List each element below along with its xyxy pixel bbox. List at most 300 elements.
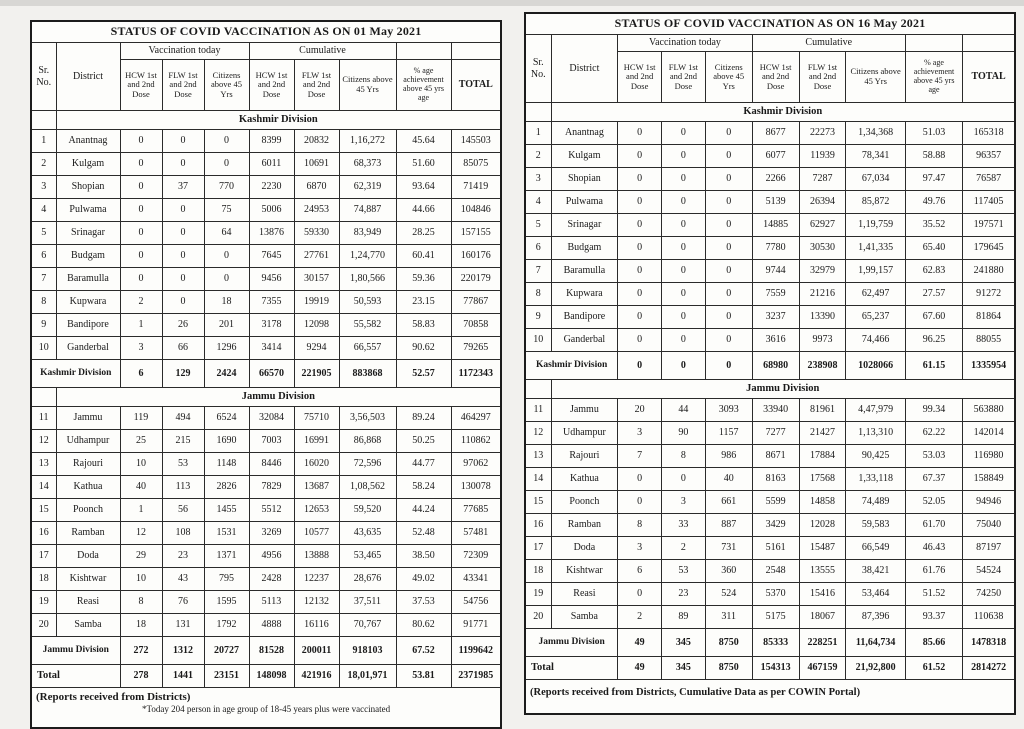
- table-row: [525, 399, 1015, 422]
- district-cell: Rajouri: [551, 445, 618, 468]
- value-cell: 9973: [799, 329, 846, 352]
- value-cell: 10: [120, 453, 162, 476]
- value-cell: 30530: [799, 237, 846, 260]
- value-cell: 89.24: [396, 407, 451, 430]
- division-total-cell: 1199642: [451, 637, 501, 665]
- row-total-cell: 54524: [963, 560, 1015, 583]
- value-cell: 64: [204, 222, 249, 245]
- value-cell: 9744: [752, 260, 799, 283]
- value-cell: 33: [662, 514, 706, 537]
- table-row: [525, 445, 1015, 468]
- value-cell: 0: [618, 191, 662, 214]
- value-cell: 44.66: [396, 199, 451, 222]
- value-cell: 15416: [799, 583, 846, 606]
- value-cell: 0: [662, 191, 706, 214]
- value-cell: 37: [162, 176, 204, 199]
- value-cell: 1,13,310: [846, 422, 905, 445]
- table-row: [31, 568, 501, 591]
- value-cell: 0: [120, 222, 162, 245]
- value-cell: 5161: [752, 537, 799, 560]
- value-cell: 3616: [752, 329, 799, 352]
- value-cell: 25: [120, 430, 162, 453]
- value-cell: 16116: [294, 614, 339, 637]
- value-cell: 5599: [752, 491, 799, 514]
- division-value-cell: 200011: [294, 637, 339, 665]
- table-row: [525, 122, 1015, 145]
- value-cell: 7287: [799, 168, 846, 191]
- row-total-cell: 165318: [963, 122, 1015, 145]
- value-cell: 90,425: [846, 445, 905, 468]
- value-cell: 58.88: [905, 145, 962, 168]
- value-cell: 0: [662, 237, 706, 260]
- today-flw-header: FLW 1st and 2nd Dose: [662, 52, 706, 103]
- value-cell: 7277: [752, 422, 799, 445]
- value-cell: 38,421: [846, 560, 905, 583]
- sr-cell: 6: [525, 237, 551, 260]
- row-total-cell: 241880: [963, 260, 1015, 283]
- value-cell: 0: [705, 191, 752, 214]
- value-cell: 3429: [752, 514, 799, 537]
- row-total-cell: 43341: [451, 568, 501, 591]
- value-cell: 43,635: [339, 522, 396, 545]
- division-value-cell: 1028066: [846, 352, 905, 380]
- district-header: District: [56, 43, 120, 111]
- division-value-cell: 67.52: [396, 637, 451, 665]
- value-cell: 56: [162, 499, 204, 522]
- value-cell: 51.52: [905, 583, 962, 606]
- table-row: [525, 283, 1015, 306]
- value-cell: 0: [204, 130, 249, 153]
- value-cell: 45.64: [396, 130, 451, 153]
- row-total-cell: 71419: [451, 176, 501, 199]
- value-cell: 0: [618, 468, 662, 491]
- value-cell: 52.05: [905, 491, 962, 514]
- district-cell: Ganderbal: [56, 337, 120, 360]
- value-cell: 96.25: [905, 329, 962, 352]
- table-row: [525, 514, 1015, 537]
- table-footer: [525, 680, 1015, 715]
- value-cell: 770: [204, 176, 249, 199]
- sr-cell: 4: [31, 199, 56, 222]
- district-cell: Kulgam: [56, 153, 120, 176]
- district-cell: Shopian: [56, 176, 120, 199]
- value-cell: 0: [705, 283, 752, 306]
- value-cell: 18067: [799, 606, 846, 629]
- pct-achievement-header: % age achievement above 45 yrs age: [905, 52, 962, 103]
- row-total-cell: 54756: [451, 591, 501, 614]
- sr-cell: 19: [525, 583, 551, 606]
- value-cell: 38.50: [396, 545, 451, 568]
- grand-total-value-cell: 1441: [162, 665, 204, 688]
- value-cell: 0: [120, 268, 162, 291]
- sr-no-header: Sr. No.: [525, 35, 551, 103]
- row-total-cell: 157155: [451, 222, 501, 245]
- value-cell: 0: [618, 329, 662, 352]
- division-value-cell: 20727: [204, 637, 249, 665]
- district-cell: Bandipore: [551, 306, 618, 329]
- footer-cell: [31, 688, 501, 729]
- value-cell: 66: [162, 337, 204, 360]
- value-cell: 59,583: [846, 514, 905, 537]
- table-row: [525, 306, 1015, 329]
- value-cell: 887: [705, 514, 752, 537]
- table-row: [31, 522, 501, 545]
- value-cell: 8163: [752, 468, 799, 491]
- sr-cell: 7: [525, 260, 551, 283]
- value-cell: 1,34,368: [846, 122, 905, 145]
- district-cell: Doda: [551, 537, 618, 560]
- value-cell: 62.83: [905, 260, 962, 283]
- table-row: [525, 468, 1015, 491]
- row-total-cell: 110862: [451, 430, 501, 453]
- value-cell: 7: [618, 445, 662, 468]
- value-cell: 6870: [294, 176, 339, 199]
- value-cell: 0: [120, 199, 162, 222]
- sr-cell: 1: [525, 122, 551, 145]
- district-cell: Kathua: [551, 468, 618, 491]
- value-cell: 46.43: [905, 537, 962, 560]
- pct-achievement-header: % age achievement above 45 yrs age: [396, 60, 451, 111]
- division-section-header: [31, 111, 501, 130]
- district-cell: Pulwama: [551, 191, 618, 214]
- value-cell: 43: [162, 568, 204, 591]
- row-total-cell: 77685: [451, 499, 501, 522]
- value-cell: 2826: [204, 476, 249, 499]
- sr-cell: 8: [31, 291, 56, 314]
- value-cell: 18: [204, 291, 249, 314]
- division-total-label: Jammu Division: [525, 629, 618, 657]
- row-total-cell: 91771: [451, 614, 501, 637]
- value-cell: 21427: [799, 422, 846, 445]
- grand-total-value-cell: 49: [618, 657, 662, 680]
- division-value-cell: 0: [705, 352, 752, 380]
- division-total-cell: 1335954: [963, 352, 1015, 380]
- value-cell: 5139: [752, 191, 799, 214]
- division-value-cell: 68980: [752, 352, 799, 380]
- value-cell: 14858: [799, 491, 846, 514]
- district-cell: Kupwara: [551, 283, 618, 306]
- value-cell: 8: [618, 514, 662, 537]
- division-value-cell: 52.57: [396, 360, 451, 388]
- value-cell: 2: [618, 606, 662, 629]
- sr-cell: 17: [525, 537, 551, 560]
- value-cell: 35.52: [905, 214, 962, 237]
- value-cell: 90: [662, 422, 706, 445]
- value-cell: 0: [662, 306, 706, 329]
- value-cell: 5006: [249, 199, 294, 222]
- division-value-cell: 6: [120, 360, 162, 388]
- row-total-cell: 110638: [963, 606, 1015, 629]
- district-cell: Udhampur: [56, 430, 120, 453]
- value-cell: 53,464: [846, 583, 905, 606]
- cum-flw-header: FLW 1st and 2nd Dose: [294, 60, 339, 111]
- division-value-cell: 272: [120, 637, 162, 665]
- value-cell: 7645: [249, 245, 294, 268]
- value-cell: 32979: [799, 260, 846, 283]
- footer-note: (Reports received from Districts, Cumulative Data as per COWIN Portal): [530, 687, 861, 698]
- value-cell: 0: [662, 260, 706, 283]
- value-cell: 1531: [204, 522, 249, 545]
- row-total-cell: 197571: [963, 214, 1015, 237]
- value-cell: 1,80,566: [339, 268, 396, 291]
- district-cell: Jammu: [551, 399, 618, 422]
- grand-total-value-cell: 421916: [294, 665, 339, 688]
- cumulative-group-header: Cumulative: [752, 35, 905, 52]
- value-cell: 1690: [204, 430, 249, 453]
- value-cell: 3178: [249, 314, 294, 337]
- value-cell: 0: [662, 214, 706, 237]
- row-total-cell: 81864: [963, 306, 1015, 329]
- value-cell: 49.02: [396, 568, 451, 591]
- value-cell: 3: [120, 337, 162, 360]
- value-cell: 0: [120, 176, 162, 199]
- division-total-label: Jammu Division: [31, 637, 120, 665]
- value-cell: 19919: [294, 291, 339, 314]
- value-cell: 16020: [294, 453, 339, 476]
- value-cell: 8677: [752, 122, 799, 145]
- value-cell: 2230: [249, 176, 294, 199]
- value-cell: 93.64: [396, 176, 451, 199]
- cum-citizens-header: Citizens above 45 Yrs: [846, 52, 905, 103]
- table-row: [31, 245, 501, 268]
- value-cell: 33940: [752, 399, 799, 422]
- value-cell: 75: [204, 199, 249, 222]
- district-cell: Ganderbal: [551, 329, 618, 352]
- footer-note: *Today 204 person in age group of 18-45 years plus were vaccinated: [142, 704, 391, 715]
- sr-cell: 8: [525, 283, 551, 306]
- grand-total-value-cell: 154313: [752, 657, 799, 680]
- division-value-cell: 81528: [249, 637, 294, 665]
- row-total-cell: 160176: [451, 245, 501, 268]
- sheet-16-may-2021: [524, 12, 1016, 715]
- total-header: TOTAL: [963, 52, 1015, 103]
- district-cell: Rajouri: [56, 453, 120, 476]
- value-cell: 89: [662, 606, 706, 629]
- division-total-row: [31, 637, 501, 665]
- sr-cell: 4: [525, 191, 551, 214]
- value-cell: 6011: [249, 153, 294, 176]
- value-cell: 8399: [249, 130, 294, 153]
- division-total-row: [525, 352, 1015, 380]
- value-cell: 65.40: [905, 237, 962, 260]
- value-cell: 0: [662, 329, 706, 352]
- row-total-cell: 563880: [963, 399, 1015, 422]
- value-cell: 2548: [752, 560, 799, 583]
- division-total-cell: 1478318: [963, 629, 1015, 657]
- value-cell: 0: [120, 153, 162, 176]
- division-value-cell: 345: [662, 629, 706, 657]
- value-cell: 26: [162, 314, 204, 337]
- district-cell: Kishtwar: [551, 560, 618, 583]
- value-cell: 3237: [752, 306, 799, 329]
- value-cell: 53.03: [905, 445, 962, 468]
- sr-cell: 10: [31, 337, 56, 360]
- value-cell: 23: [162, 545, 204, 568]
- value-cell: 3: [618, 422, 662, 445]
- grand-total-cell: 2814272: [963, 657, 1015, 680]
- table-row: [31, 407, 501, 430]
- value-cell: 50.25: [396, 430, 451, 453]
- district-cell: Kishtwar: [56, 568, 120, 591]
- value-cell: 524: [705, 583, 752, 606]
- row-total-cell: 130078: [451, 476, 501, 499]
- table-row: [525, 145, 1015, 168]
- row-total-cell: 220179: [451, 268, 501, 291]
- value-cell: 10577: [294, 522, 339, 545]
- value-cell: 0: [618, 168, 662, 191]
- value-cell: 44: [662, 399, 706, 422]
- district-cell: Baramulla: [56, 268, 120, 291]
- value-cell: 67,034: [846, 168, 905, 191]
- value-cell: 360: [705, 560, 752, 583]
- header-spacer-cell: [905, 35, 962, 52]
- sr-cell: 20: [525, 606, 551, 629]
- value-cell: 1296: [204, 337, 249, 360]
- value-cell: 20832: [294, 130, 339, 153]
- value-cell: 0: [705, 145, 752, 168]
- value-cell: 8446: [249, 453, 294, 476]
- value-cell: 0: [618, 491, 662, 514]
- value-cell: 67.37: [905, 468, 962, 491]
- district-cell: Anantnag: [56, 130, 120, 153]
- section-spacer-cell: [31, 388, 56, 407]
- sr-cell: 11: [525, 399, 551, 422]
- sr-cell: 15: [31, 499, 56, 522]
- value-cell: 87,396: [846, 606, 905, 629]
- row-total-cell: 464297: [451, 407, 501, 430]
- value-cell: 74,887: [339, 199, 396, 222]
- value-cell: 76: [162, 591, 204, 614]
- grand-total-label: Total: [525, 657, 618, 680]
- value-cell: 22273: [799, 122, 846, 145]
- grand-total-value-cell: 467159: [799, 657, 846, 680]
- value-cell: 2: [662, 537, 706, 560]
- value-cell: 0: [162, 222, 204, 245]
- value-cell: 5370: [752, 583, 799, 606]
- value-cell: 1,16,272: [339, 130, 396, 153]
- today-hcw-header: HCW 1st and 2nd Dose: [618, 52, 662, 103]
- value-cell: 1157: [705, 422, 752, 445]
- value-cell: 0: [618, 237, 662, 260]
- value-cell: 2: [120, 291, 162, 314]
- division-value-cell: 2424: [204, 360, 249, 388]
- district-cell: Doda: [56, 545, 120, 568]
- row-total-cell: 77867: [451, 291, 501, 314]
- district-cell: Budgam: [551, 237, 618, 260]
- grand-total-value-cell: 18,01,971: [339, 665, 396, 688]
- value-cell: 65,237: [846, 306, 905, 329]
- division-total-row: [525, 629, 1015, 657]
- value-cell: 49.76: [905, 191, 962, 214]
- value-cell: 40: [120, 476, 162, 499]
- value-cell: 93.37: [905, 606, 962, 629]
- value-cell: 16991: [294, 430, 339, 453]
- sr-cell: 19: [31, 591, 56, 614]
- today-flw-header: FLW 1st and 2nd Dose: [162, 60, 204, 111]
- division-value-cell: 1312: [162, 637, 204, 665]
- table-row: [31, 614, 501, 637]
- sr-cell: 6: [31, 245, 56, 268]
- table-row: [31, 453, 501, 476]
- value-cell: 10691: [294, 153, 339, 176]
- value-cell: 0: [705, 237, 752, 260]
- value-cell: 2428: [249, 568, 294, 591]
- value-cell: 1,24,770: [339, 245, 396, 268]
- value-cell: 1,08,562: [339, 476, 396, 499]
- district-cell: Kathua: [56, 476, 120, 499]
- value-cell: 97.47: [905, 168, 962, 191]
- value-cell: 12098: [294, 314, 339, 337]
- vaccination-status-table-right: [524, 12, 1016, 715]
- row-total-cell: 104846: [451, 199, 501, 222]
- cum-citizens-header: Citizens above 45 Yrs: [339, 60, 396, 111]
- value-cell: 50,593: [339, 291, 396, 314]
- table-title: STATUS OF COVID VACCINATION AS ON 01 May 2021: [31, 21, 501, 43]
- value-cell: 55,582: [339, 314, 396, 337]
- value-cell: 15487: [799, 537, 846, 560]
- sr-cell: 15: [525, 491, 551, 514]
- value-cell: 311: [705, 606, 752, 629]
- district-cell: Kulgam: [551, 145, 618, 168]
- row-total-cell: 72309: [451, 545, 501, 568]
- table-row: [31, 476, 501, 499]
- table-row: [31, 430, 501, 453]
- value-cell: 1,99,157: [846, 260, 905, 283]
- value-cell: 4,47,979: [846, 399, 905, 422]
- value-cell: 7355: [249, 291, 294, 314]
- sr-cell: 17: [31, 545, 56, 568]
- value-cell: 0: [618, 214, 662, 237]
- cum-hcw-header: HCW 1st and 2nd Dose: [249, 60, 294, 111]
- value-cell: 13687: [294, 476, 339, 499]
- division-value-cell: 49: [618, 629, 662, 657]
- sr-cell: 14: [525, 468, 551, 491]
- table-row: [525, 191, 1015, 214]
- value-cell: 5512: [249, 499, 294, 522]
- row-total-cell: 97062: [451, 453, 501, 476]
- table-row: [525, 606, 1015, 629]
- value-cell: 85,872: [846, 191, 905, 214]
- value-cell: 12237: [294, 568, 339, 591]
- value-cell: 74,466: [846, 329, 905, 352]
- district-cell: Kupwara: [56, 291, 120, 314]
- division-value-cell: 11,64,734: [846, 629, 905, 657]
- division-value-cell: 8750: [705, 629, 752, 657]
- value-cell: 17568: [799, 468, 846, 491]
- row-total-cell: 75040: [963, 514, 1015, 537]
- value-cell: 1,41,335: [846, 237, 905, 260]
- value-cell: 131: [162, 614, 204, 637]
- value-cell: 3: [662, 491, 706, 514]
- division-value-cell: 61.15: [905, 352, 962, 380]
- value-cell: 5113: [249, 591, 294, 614]
- sr-cell: 14: [31, 476, 56, 499]
- sr-cell: 13: [31, 453, 56, 476]
- value-cell: 44.77: [396, 453, 451, 476]
- value-cell: 986: [705, 445, 752, 468]
- sr-cell: 12: [31, 430, 56, 453]
- table-row: [31, 545, 501, 568]
- division-total-row: [31, 360, 501, 388]
- grand-total-label: Total: [31, 665, 120, 688]
- value-cell: 62,319: [339, 176, 396, 199]
- section-spacer-cell: [525, 103, 551, 122]
- row-total-cell: 76587: [963, 168, 1015, 191]
- value-cell: 0: [204, 268, 249, 291]
- table-row: [525, 491, 1015, 514]
- row-total-cell: 87197: [963, 537, 1015, 560]
- sr-cell: 13: [525, 445, 551, 468]
